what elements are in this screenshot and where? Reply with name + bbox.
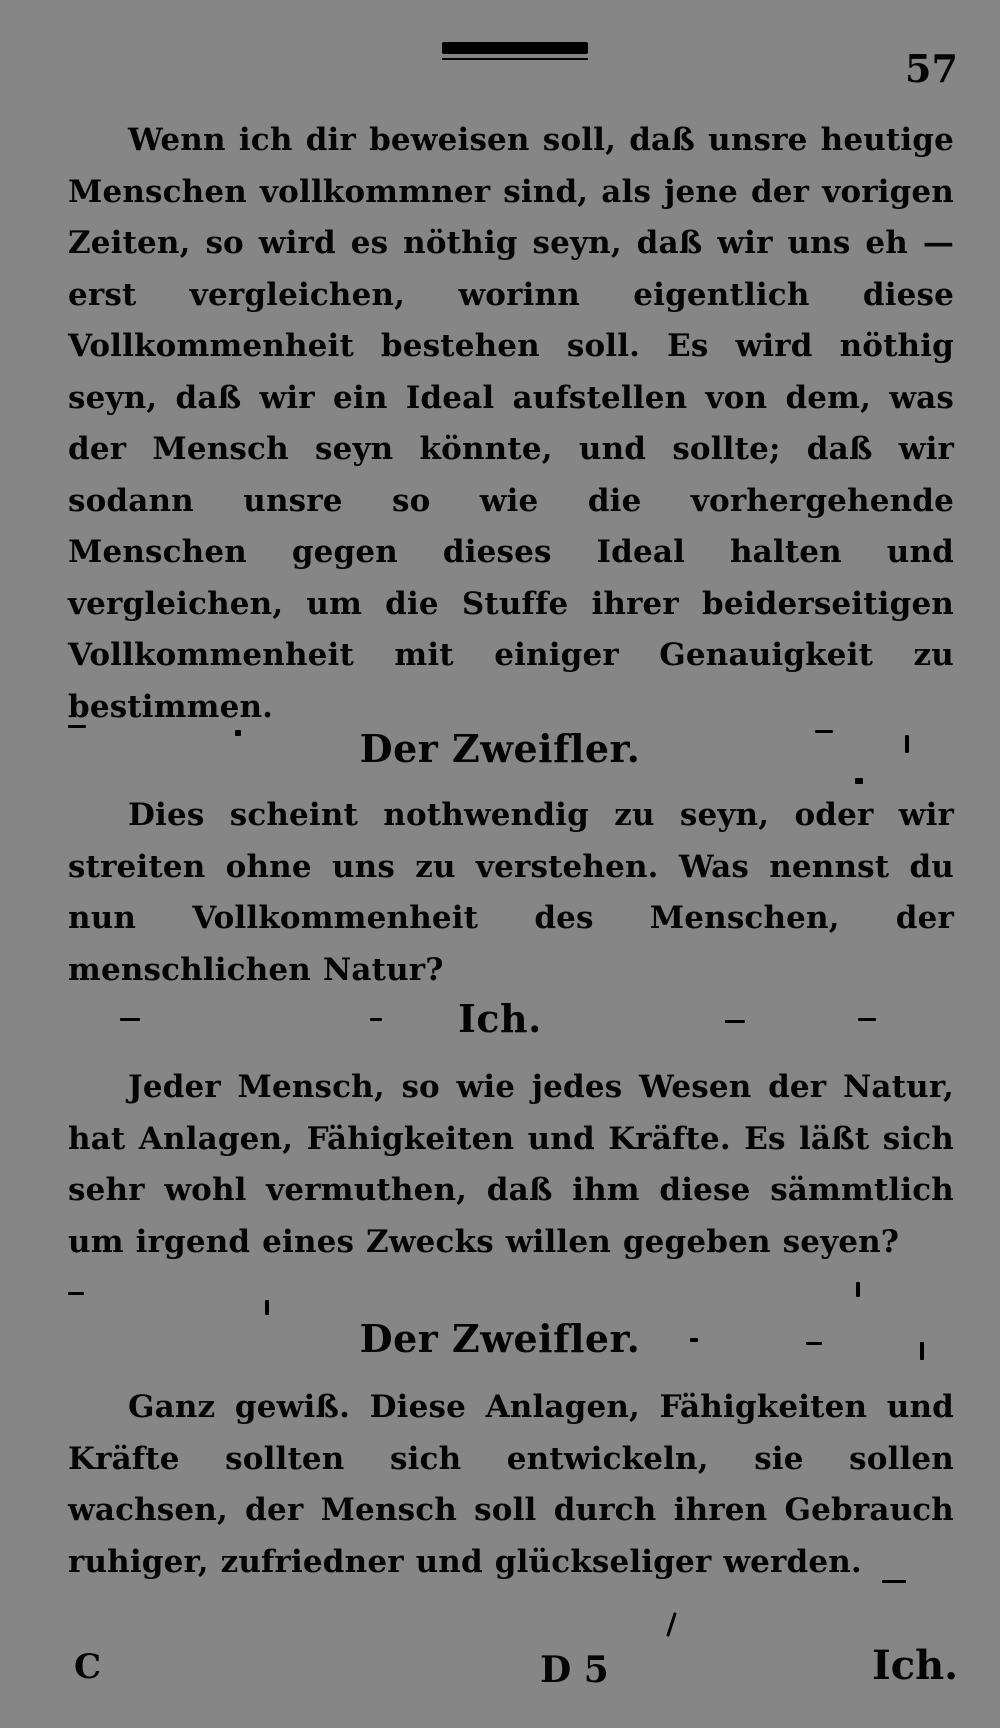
speaker-heading-zweifler-2: Der Zweifler. [359,1316,641,1361]
print-noise [120,1018,140,1021]
print-noise [920,1342,924,1360]
print-noise [815,730,833,733]
speaker-heading-zweifler-1: Der Zweifler. [359,726,641,771]
print-noise [68,1292,84,1295]
zweifler-response-1-block [68,790,954,996]
print-noise [235,730,241,736]
print-noise [855,778,863,784]
print-noise [725,1020,745,1023]
printer-signature: D 5 [540,1649,609,1691]
ich-response-block [68,1062,954,1268]
opening-paragraph: Wenn ich dir beweisen soll, daß unsre heutige Menschen vollkommner sind, als jene der vorigen Zeiten, so wird es nöthig seyn, daß wir uns eh — erst vergleichen, worinn eigentlich diese Vollkommenheit bestehen soll. Es wird nöthig seyn, daß wir ein Ideal aufstellen von dem, was der Mensch seyn könnte, und sollte; daß wir sodann unsre so wie die vorhergehende Menschen gegen dieses Ideal halten und vergleichen, um die Stuffe ihrer beiderseitigen Vollkommenheit mit einiger Genauigkeit zu bestimmen. [68,122,954,725]
print-noise [666,1612,677,1637]
zweifler-response-2-block [68,1382,954,1588]
print-noise [690,1338,698,1342]
zweifler-response-1: Dies scheint nothwendig zu seyn, oder wir streiten ohne uns zu verstehen. Was nennst du nun Vollkommenheit des Menschen, der menschlichen Natur? [68,797,954,988]
ich-response: Jeder Mensch, so wie jedes Wesen der Natur, hat Anlagen, Fähigkeiten und Kräfte. Es läßt sich sehr wohl vermuthen, daß ihm diese sämmtlich um irgend eines Zwecks willen gegeben seyen? [68,1069,954,1260]
print-noise [370,1018,382,1021]
zweifler-response-2: Ganz gewiß. Diese Anlagen, Fähigkeiten und Kräfte sollten sich entwickeln, sie sollen wachsen, der Mensch soll durch ihren Gebrauch ruhiger, zufriedner und glückseliger werden. [68,1389,954,1580]
print-noise [858,1018,876,1021]
top-ornamental-rule [442,42,588,54]
opening-paragraph-block [68,115,954,733]
print-noise [905,735,909,753]
print-noise [806,1342,822,1345]
print-noise [68,725,86,728]
catchword: Ich. [872,1642,959,1689]
print-noise [856,1282,860,1297]
page-number: 57 [905,46,958,91]
speaker-heading-ich: Ich. [458,996,542,1041]
footer-left-mark: C [74,1647,102,1687]
print-noise [265,1300,269,1315]
print-noise [882,1580,906,1583]
